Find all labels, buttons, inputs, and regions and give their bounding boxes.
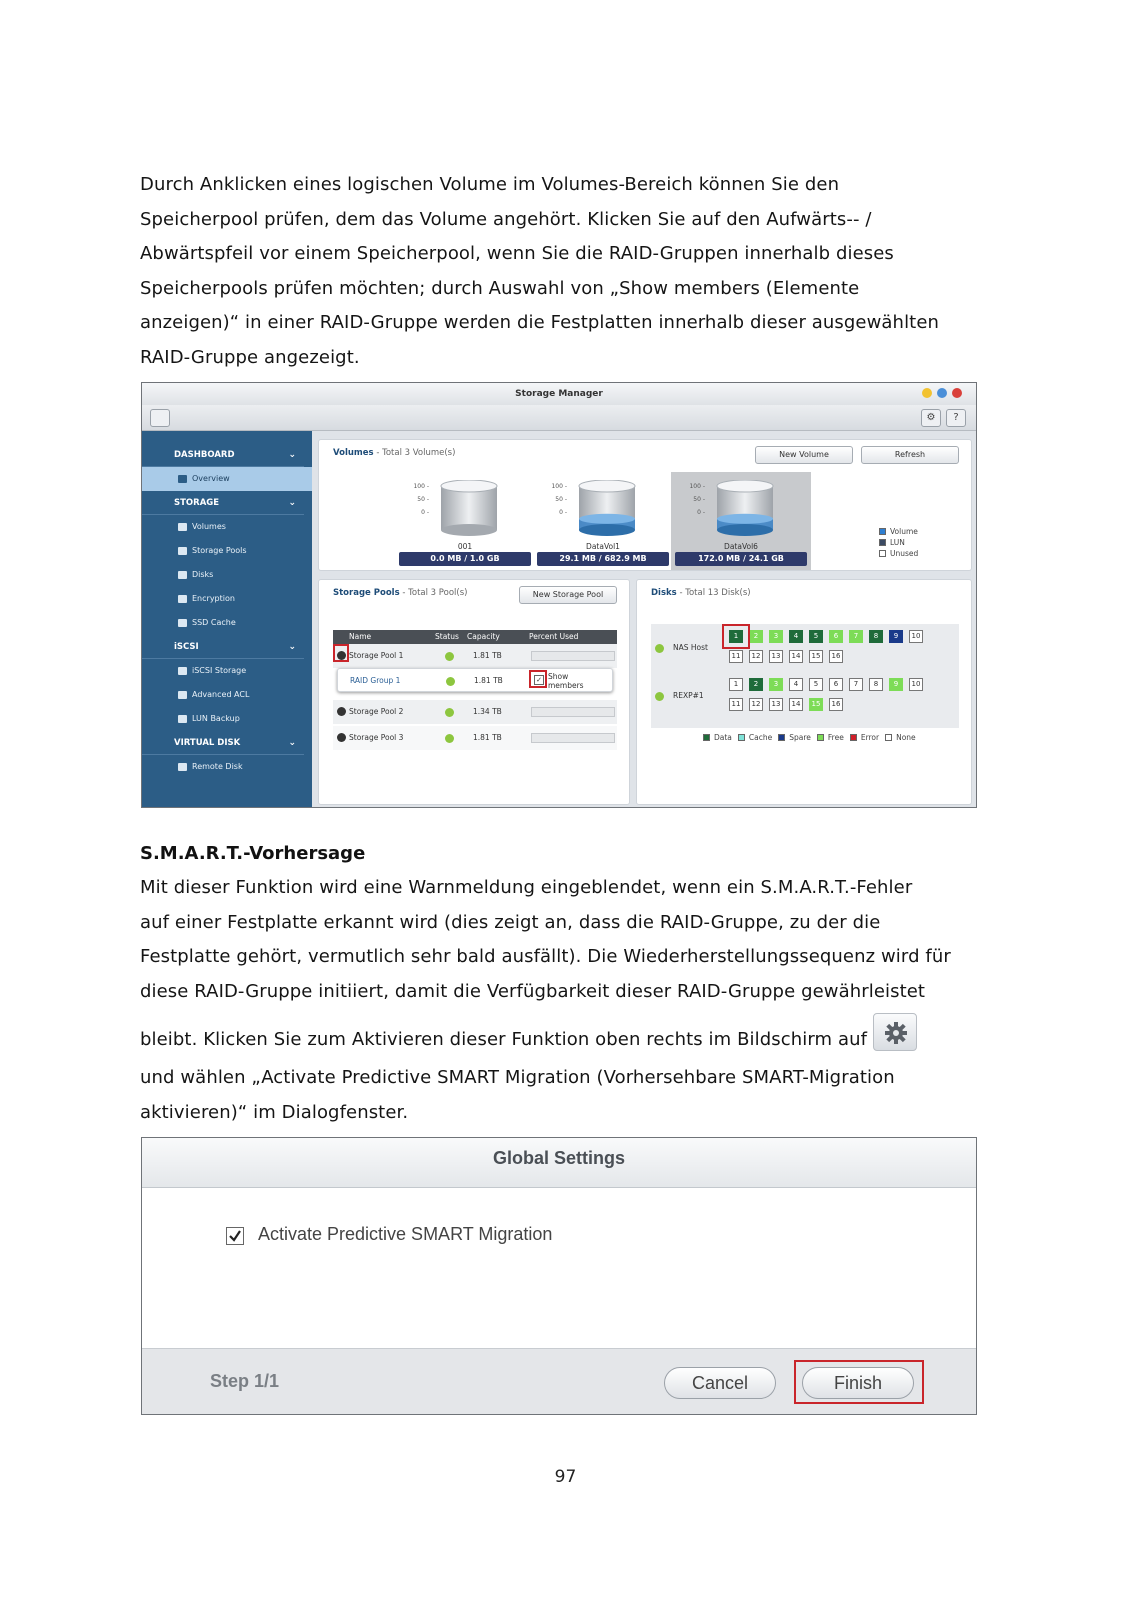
legend-entry: Data [703,733,732,742]
legend-entry: Volume [879,526,918,537]
host-name: REXP#1 [673,691,704,700]
sidebar-item-icon [178,667,187,675]
sidebar-item-icon [178,571,187,579]
intro-line: Speicherpools prüfen möchten; durch Auswahl von „Show members (Elemente [140,277,860,299]
sidebar-item-label: Storage Pools [192,546,247,555]
main-content [318,439,972,805]
activate-line: bleibt. Klicken Sie zum Aktivieren dieser Funktion oben rechts im Bildschirm auf [140,1029,868,1050]
volume-cylinder-icon [577,480,637,538]
disk-slot[interactable]: 10 [909,678,923,691]
sidebar-item-icon [178,619,187,627]
host-name: NAS Host [673,643,708,652]
smart-line: Festplatte gehört, vermutlich sehr bald ausfällt). Die Wiederherstellungssequenz wird für [140,946,951,967]
sidebar-item[interactable] [142,659,312,683]
status-ok-icon [655,692,664,701]
volume-axis-ticks [545,480,567,519]
volume-tick: 0 - [697,509,705,516]
chevron-down-icon: ⌄ [288,738,296,748]
sidebar-section-label: DASHBOARD [174,450,235,460]
disk-slot[interactable]: 13 [769,698,783,711]
sidebar-section[interactable] [142,443,304,467]
sidebar-item-icon [178,595,187,603]
volume-tick: 50 - [693,496,705,503]
close-icon[interactable] [952,388,962,398]
sidebar-item-icon [178,523,187,531]
disk-slot[interactable]: 12 [749,698,763,711]
disk-slot[interactable]: 11 [729,698,743,711]
sidebar-item-label: Advanced ACL [192,690,250,699]
disk-slot[interactable]: 6 [829,678,843,691]
pool-name: Storage Pool 1 [349,651,404,660]
table-row[interactable] [333,726,617,750]
volume-tick: 0 - [559,509,567,516]
volume-axis-ticks [683,480,705,519]
col-status: Status [435,632,459,641]
gear-icon[interactable]: ⚙ [921,409,941,427]
volume-item[interactable] [395,472,535,570]
pool-capacity: 1.81 TB [473,733,502,742]
status-ok-icon [445,734,454,743]
percent-used-bar [531,651,615,661]
legend-entry: Cache [738,733,772,742]
legend-entry: None [885,733,916,742]
table-row[interactable] [333,700,617,724]
disk-slot[interactable]: 11 [729,650,743,663]
maximize-icon[interactable] [937,388,947,398]
sidebar-item-label: Disks [192,570,214,579]
sidebar-item[interactable] [142,467,312,491]
col-percent-used: Percent Used [529,632,579,641]
sidebar-item-label: SSD Cache [192,618,236,627]
highlight-box [722,624,750,649]
status-ok-icon [445,652,454,661]
disk-slot[interactable]: 15 [809,650,823,663]
chevron-up-icon[interactable] [337,707,346,716]
storage-manager-screenshot [141,382,977,808]
sidebar-item-label: LUN Backup [192,714,240,723]
highlight-box [333,644,349,662]
disk-slot[interactable]: 2 [749,678,763,691]
sidebar-item[interactable] [142,683,312,707]
toolbar [142,405,976,431]
smart-line: diese RAID-Gruppe initiiert, damit die Verfügbarkeit dieser RAID-Gruppe gewährleistet [140,980,926,1002]
status-ok-icon [655,644,664,653]
intro-line: RAID-Gruppe angezeigt. [140,346,360,368]
highlight-box [529,670,547,688]
disk-slot[interactable]: 16 [829,650,843,663]
window-title: Storage Manager [515,389,603,399]
sidebar-item-icon [178,715,187,723]
new-volume-button[interactable]: New Volume [755,446,853,464]
disk-slot[interactable]: 4 [789,678,803,691]
disk-slot[interactable]: 8 [869,630,883,643]
sidebar-section[interactable] [142,491,304,515]
intro-line: anzeigen)“ in einer RAID-Gruppe werden die Festplatten innerhalb dieser ausgewählten [140,312,940,333]
intro-line: Abwärtspfeil vor einem Speicherpool, wenn Sie die RAID-Gruppen innerhalb dieses [140,243,894,264]
table-row[interactable] [337,668,613,692]
disks-header: Disks - Total 13 Disk(s) [651,588,751,598]
disk-slot[interactable]: 1 [729,678,743,691]
volume-axis-ticks [407,480,429,519]
checkbox-label: Activate Predictive SMART Migration [258,1224,553,1244]
sidebar-item[interactable] [142,587,312,611]
smart-paragraph [140,871,990,1009]
volume-usage: 29.1 MB / 682.9 MB [537,552,669,566]
page-number: 97 [554,1467,577,1487]
sidebar-item[interactable] [142,755,312,779]
new-storage-pool-button[interactable]: New Storage Pool [519,586,617,604]
raid-capacity: 1.81 TB [474,676,503,685]
volume-tick: 100 - [551,483,567,490]
legend-entry: LUN [879,537,918,548]
menu-icon[interactable] [150,409,170,427]
sidebar-item-label: Overview [192,474,230,483]
status-ok-icon [446,677,455,686]
show-members-checkbox[interactable]: ✓ [534,675,544,685]
dialog-footer [142,1348,976,1414]
predictive-smart-checkbox[interactable] [226,1227,244,1245]
show-members-label: Show members [548,672,584,690]
activate-line: aktivieren)“ im Dialogfenster. [140,1101,409,1123]
sidebar-section-label: STORAGE [174,498,220,508]
volume-tick: 0 - [421,509,429,516]
volume-item[interactable] [533,472,673,570]
checkmark-icon [227,1228,243,1244]
pool-capacity: 1.81 TB [473,651,502,660]
sidebar-item[interactable] [142,563,312,587]
sidebar-item-icon [178,547,187,555]
storage-pools-panel [318,579,630,805]
chevron-down-icon: ⌄ [288,498,296,508]
refresh-button[interactable]: Refresh [861,446,959,464]
disk-slot[interactable]: 7 [849,678,863,691]
sidebar-section[interactable] [142,731,304,755]
volume-usage: 0.0 MB / 1.0 GB [399,552,531,566]
legend-entry: Spare [778,733,811,742]
sidebar-item[interactable] [142,707,312,731]
volume-cylinder-icon [715,480,775,538]
volume-legend [879,526,918,559]
help-icon[interactable]: ? [946,409,966,427]
gear-icon [873,1013,917,1051]
disks-panel [636,579,972,805]
volume-item[interactable] [671,472,811,570]
disk-slot[interactable]: 9 [889,630,903,643]
intro-line: Durch Anklicken eines logischen Volume im Volumes-Bereich können Sie den [140,174,840,195]
legend-entry: Free [817,733,844,742]
chevron-down-icon: ⌄ [288,642,296,652]
disk-slot[interactable]: 3 [769,678,783,691]
activate-line: und wählen „Activate Predictive SMART Migration (Vorhersehbare SMART-Migration [140,1067,895,1088]
activate-paragraph [140,1021,990,1130]
smart-line: Mit dieser Funktion wird eine Warnmeldung eingeblendet, wenn ein S.M.A.R.T.-Fehler [140,877,913,898]
raid-group-name: RAID Group 1 [350,676,401,685]
pool-capacity: 1.34 TB [473,707,502,716]
volume-name: DataVol6 [724,542,758,551]
volume-cylinder-icon [439,480,499,538]
disk-slot[interactable]: 1 [729,630,743,643]
col-capacity: Capacity [467,632,500,641]
disk-slot[interactable]: 16 [829,698,843,711]
intro-line: Speicherpool prüfen, dem das Volume angehört. Klicken Sie auf den Aufwärts-- / [140,208,872,230]
window-titlebar [142,383,976,405]
disk-slot[interactable]: 2 [749,630,763,643]
chevron-down-icon: ⌄ [288,450,296,460]
sidebar-item[interactable] [142,515,312,539]
disk-legend [703,732,922,743]
pools-table-header [333,630,617,644]
volume-tick: 100 - [689,483,705,490]
legend-entry: Unused [879,548,918,559]
disk-slot[interactable]: 8 [869,678,883,691]
percent-used-bar [531,707,615,717]
sidebar-item[interactable] [142,539,312,563]
volumes-panel [318,439,972,571]
sidebar-item-label: Remote Disk [192,762,243,771]
col-name: Name [349,632,372,641]
sidebar-item-icon [178,475,187,483]
volume-name: DataVol1 [586,542,620,551]
sidebar-item-label: Encryption [192,594,235,603]
highlight-box [794,1360,924,1404]
disk-map [651,624,959,728]
intro-paragraph [140,168,990,375]
pool-name: Storage Pool 2 [349,707,404,716]
sidebar-item-icon [178,691,187,699]
cancel-button[interactable]: Cancel [664,1367,776,1399]
sidebar [142,431,312,808]
sidebar-item[interactable] [142,611,312,635]
disk-slot[interactable]: 5 [809,678,823,691]
dialog-title: Global Settings [142,1138,976,1188]
status-ok-icon [445,708,454,717]
sidebar-item-icon [178,763,187,771]
disk-slot[interactable]: 6 [829,630,843,643]
disk-slot[interactable]: 7 [849,630,863,643]
pool-name: Storage Pool 3 [349,733,404,742]
volumes-header: Volumes - Total 3 Volume(s) [333,448,456,458]
disk-slot[interactable]: 4 [789,630,803,643]
chevron-up-icon[interactable] [337,733,346,742]
smart-line: auf einer Festplatte erkannt wird (dies zeigt an, dass die RAID-Gruppe, zu der die [140,911,881,933]
volume-name: 001 [457,542,473,551]
legend-entry: Error [850,733,879,742]
volume-usage: 172.0 MB / 24.1 GB [675,552,807,566]
disk-slot[interactable]: 3 [769,630,783,643]
volume-tick: 100 - [413,483,429,490]
minimize-icon[interactable] [922,388,932,398]
table-row[interactable] [333,644,617,668]
disk-slot[interactable]: 14 [789,650,803,663]
sidebar-item-label: Volumes [192,522,226,531]
disk-slot[interactable]: 14 [789,698,803,711]
pools-header: Storage Pools - Total 3 Pool(s) [333,588,468,598]
finish-button[interactable]: Finish [802,1367,914,1399]
disk-slot[interactable]: 5 [809,630,823,643]
disk-slot[interactable]: 12 [749,650,763,663]
percent-used-bar [531,733,615,743]
disk-slot[interactable]: 10 [909,630,923,643]
disk-slot[interactable]: 13 [769,650,783,663]
disk-slot[interactable]: 15 [809,698,823,711]
sidebar-section-label: iSCSI [174,642,199,652]
sidebar-item-label: iSCSI Storage [192,666,247,675]
sidebar-section-label: VIRTUAL DISK [174,738,241,748]
volume-tick: 50 - [417,496,429,503]
sidebar-section[interactable] [142,635,304,659]
global-settings-dialog [141,1137,977,1415]
step-indicator: Step 1/1 [210,1371,280,1391]
disk-slot[interactable]: 9 [889,678,903,691]
smart-heading: S.M.A.R.T.-Vorhersage [140,843,366,864]
volume-tick: 50 - [555,496,567,503]
